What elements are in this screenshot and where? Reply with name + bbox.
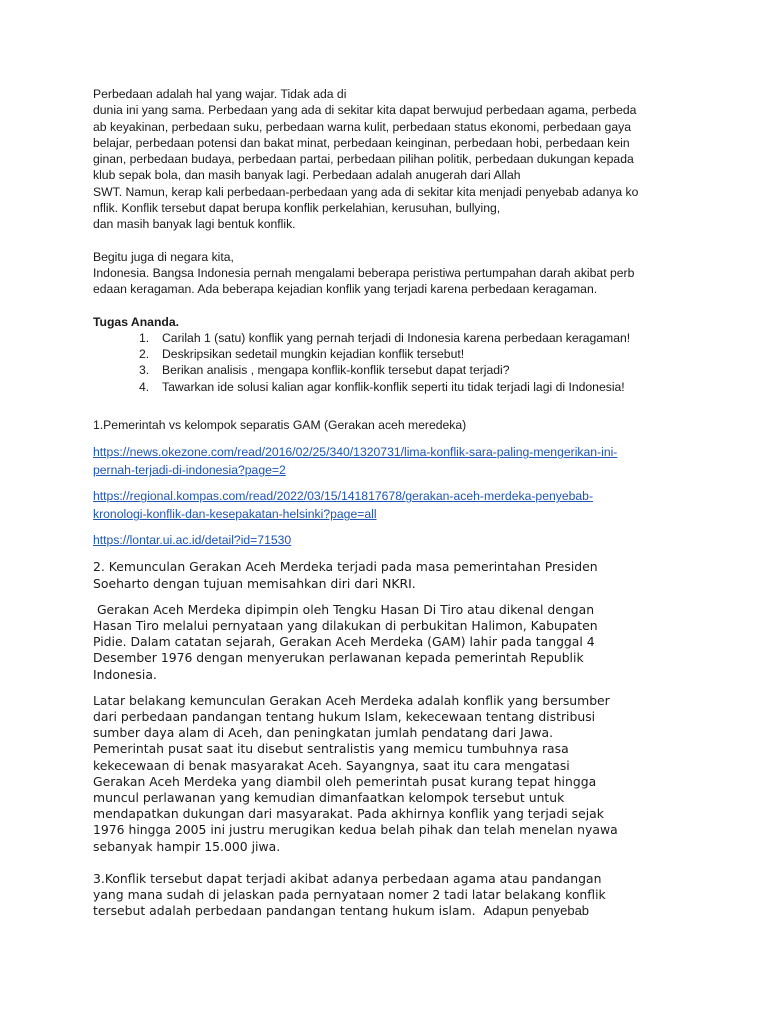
text-line: muncul perlawanan yang kemudian dimanfaatkan kelompok tersebut untuk [93,789,565,805]
text-line: yang mana sudah di jelaskan pada pernyataan nomer 2 tadi latar belakang konflik [93,887,606,902]
text-line: dan masih banyak lagi bentuk konflik. [93,217,296,232]
text-line: Pemerintah pusat saat itu disebut sentralistis yang memicu tumbuhnya rasa [93,741,569,757]
link-line[interactable]: pernah-terjadi-di-indonesia?page=2 [93,463,286,478]
list-text: Berikan analisis , mengapa konflik-konflik tersebut dapat terjadi? [162,363,510,378]
text-line: nflik. Konflik tersebut dapat berupa konflik perkelahian, kerusuhan, bullying, [93,201,501,216]
text-line: dunia ini yang sama. Perbedaan yang ada di sekitar kita dapat berwujud perbedaan agama, perbeda [93,103,637,118]
list-text: Deskripsikan sedetail mungkin kejadian konflik tersebut! [162,347,465,362]
text-line: klub sepak bola, dan masih banyak lagi. Perbedaan adalah anugerah dari Allah [93,168,521,183]
answer-1-text [93,417,678,433]
intro-paragraph-1 [93,86,678,233]
text-line: sebanyak hampir 15.000 jiwa. [93,838,281,854]
list-number: 3. [139,363,150,378]
text-line: Desember 1976 dengan menyerukan perlawanan kepada pemerintah Republik [93,650,584,666]
text-line [93,903,678,919]
reference-link-kompas[interactable] [93,487,678,523]
text-line: ab keyakinan, perbedaan suku, perbedaan warna kulit, perbedaan status ekonomi, perbedaan gaya [93,119,631,134]
reference-link-okezone[interactable] [93,443,678,479]
text-line: 3.Konflik tersebut dapat terjadi akibat adanya perbedaan agama atau pandangan [93,870,602,886]
text-line: Perbedaan adalah hal yang wajar. Tidak ada di [93,87,347,101]
text-line: 1.Pemerintah vs kelompok separatis GAM (Gerakan aceh meredeka) [93,418,467,433]
link-line[interactable]: kronologi-konflik-dan-kesepakatan-helsinki?page=all [93,507,377,522]
text-line: edaan keragaman. Ada beberapa kejadian konflik yang terjadi karena perbedaan keragaman. [93,282,598,297]
list-number: 4. [139,379,150,394]
document-page [93,86,678,919]
list-text: Carilah 1 (satu) konflik yang pernah terjadi di Indonesia karena perbedaan keragaman! [162,330,631,345]
intro-paragraph-2 [93,249,678,298]
reference-link-lontar[interactable] [93,531,678,549]
text-line: Indonesia. Bangsa Indonesia pernah mengalami beberapa peristiwa pertumpahan darah akibat perb [93,265,635,280]
list-item [93,362,678,378]
list-number: 2. [139,347,150,362]
text-line: 2. Kemunculan Gerakan Aceh Merdeka terjadi pada masa pemerintahan Presiden [93,559,598,575]
text-line: Soeharto dengan tujuan memisahkan diri dari NKRI. [93,575,416,591]
task-list [93,330,678,395]
answer-2-paragraph-2 [93,602,678,683]
text-line: 1976 hingga 2005 ini justru merugikan kedua belah pihak dan telah menelan nyawa [93,822,618,838]
text-segment: Adapun penyebab [483,903,590,919]
text-line: Hasan Tiro melalui pernyataan yang dilakukan di perbukitan Halimon, Kabupaten [93,617,598,633]
text-line: Begitu juga di negara kita, [93,249,234,264]
text-line: ginan, perbedaan budaya, perbedaan partai, perbedaan pilihan politik, perbedaan dukungan kepada [93,152,634,167]
link-line[interactable]: https://lontar.ui.ac.id/detail?id=71530 [93,533,292,548]
text-line: Pidie. Dalam catatan sejarah, Gerakan Aceh Merdeka (GAM) lahir pada tanggal 4 [93,634,595,650]
text-line: SWT. Namun, kerap kali perbedaan-perbedaan yang ada di sekitar kita menjadi penyebab adanya ko [93,184,639,199]
text-segment: tersebut adalah perbedaan pandangan tentang hukum islam. [93,903,476,919]
task-heading: Tugas Ananda. [93,314,179,329]
list-number: 1. [139,330,150,345]
link-line[interactable]: https://news.okezone.com/read/2016/02/25/340/1320731/lima-konflik-sara-paling-mengerikan-ini- [93,445,618,460]
text-line: Latar belakang kemunculan Gerakan Aceh Merdeka adalah konflik yang bersumber [93,692,610,708]
text-line: belajar, perbedaan potensi dan bakat minat, perbedaan keinginan, perbedaan hobi, perbedaan kein [93,135,630,150]
text-line: Gerakan Aceh Merdeka yang diambil oleh pemerintah pusat kurang tepat hingga [93,773,597,789]
answer-2-paragraph-3 [93,693,678,855]
list-item [93,379,678,395]
list-item [93,346,678,362]
list-item [93,330,678,346]
text-line: kekecewaan di benak masyarakat Aceh. Sayangnya, saat itu cara mengatasi [93,757,570,773]
link-line[interactable]: https://regional.kompas.com/read/2022/03/15/141817678/gerakan-aceh-merdeka-penyebab- [93,489,594,504]
answer-2-paragraph-1 [93,559,678,591]
text-line: Indonesia. [93,666,157,682]
text-line: sumber daya alam di Aceh, dan peningkatan jumlah pendatang dari Jawa. [93,725,554,741]
text-line: mendapatkan dukungan dari masyarakat. Pada akhirnya konflik yang terjadi sejak [93,806,604,822]
text-line: Gerakan Aceh Merdeka dipimpin oleh Tengku Hasan Di Tiro atau dikenal dengan [93,601,595,617]
task-section [93,314,678,395]
list-text: Tawarkan ide solusi kalian agar konflik-konflik seperti itu tidak terjadi lagi di Indonesia! [162,379,625,394]
text-line: dari perbedaan pandangan tentang hukum Islam, kekecewaan tentang distribusi [93,708,596,724]
answer-3-paragraph [93,871,678,920]
